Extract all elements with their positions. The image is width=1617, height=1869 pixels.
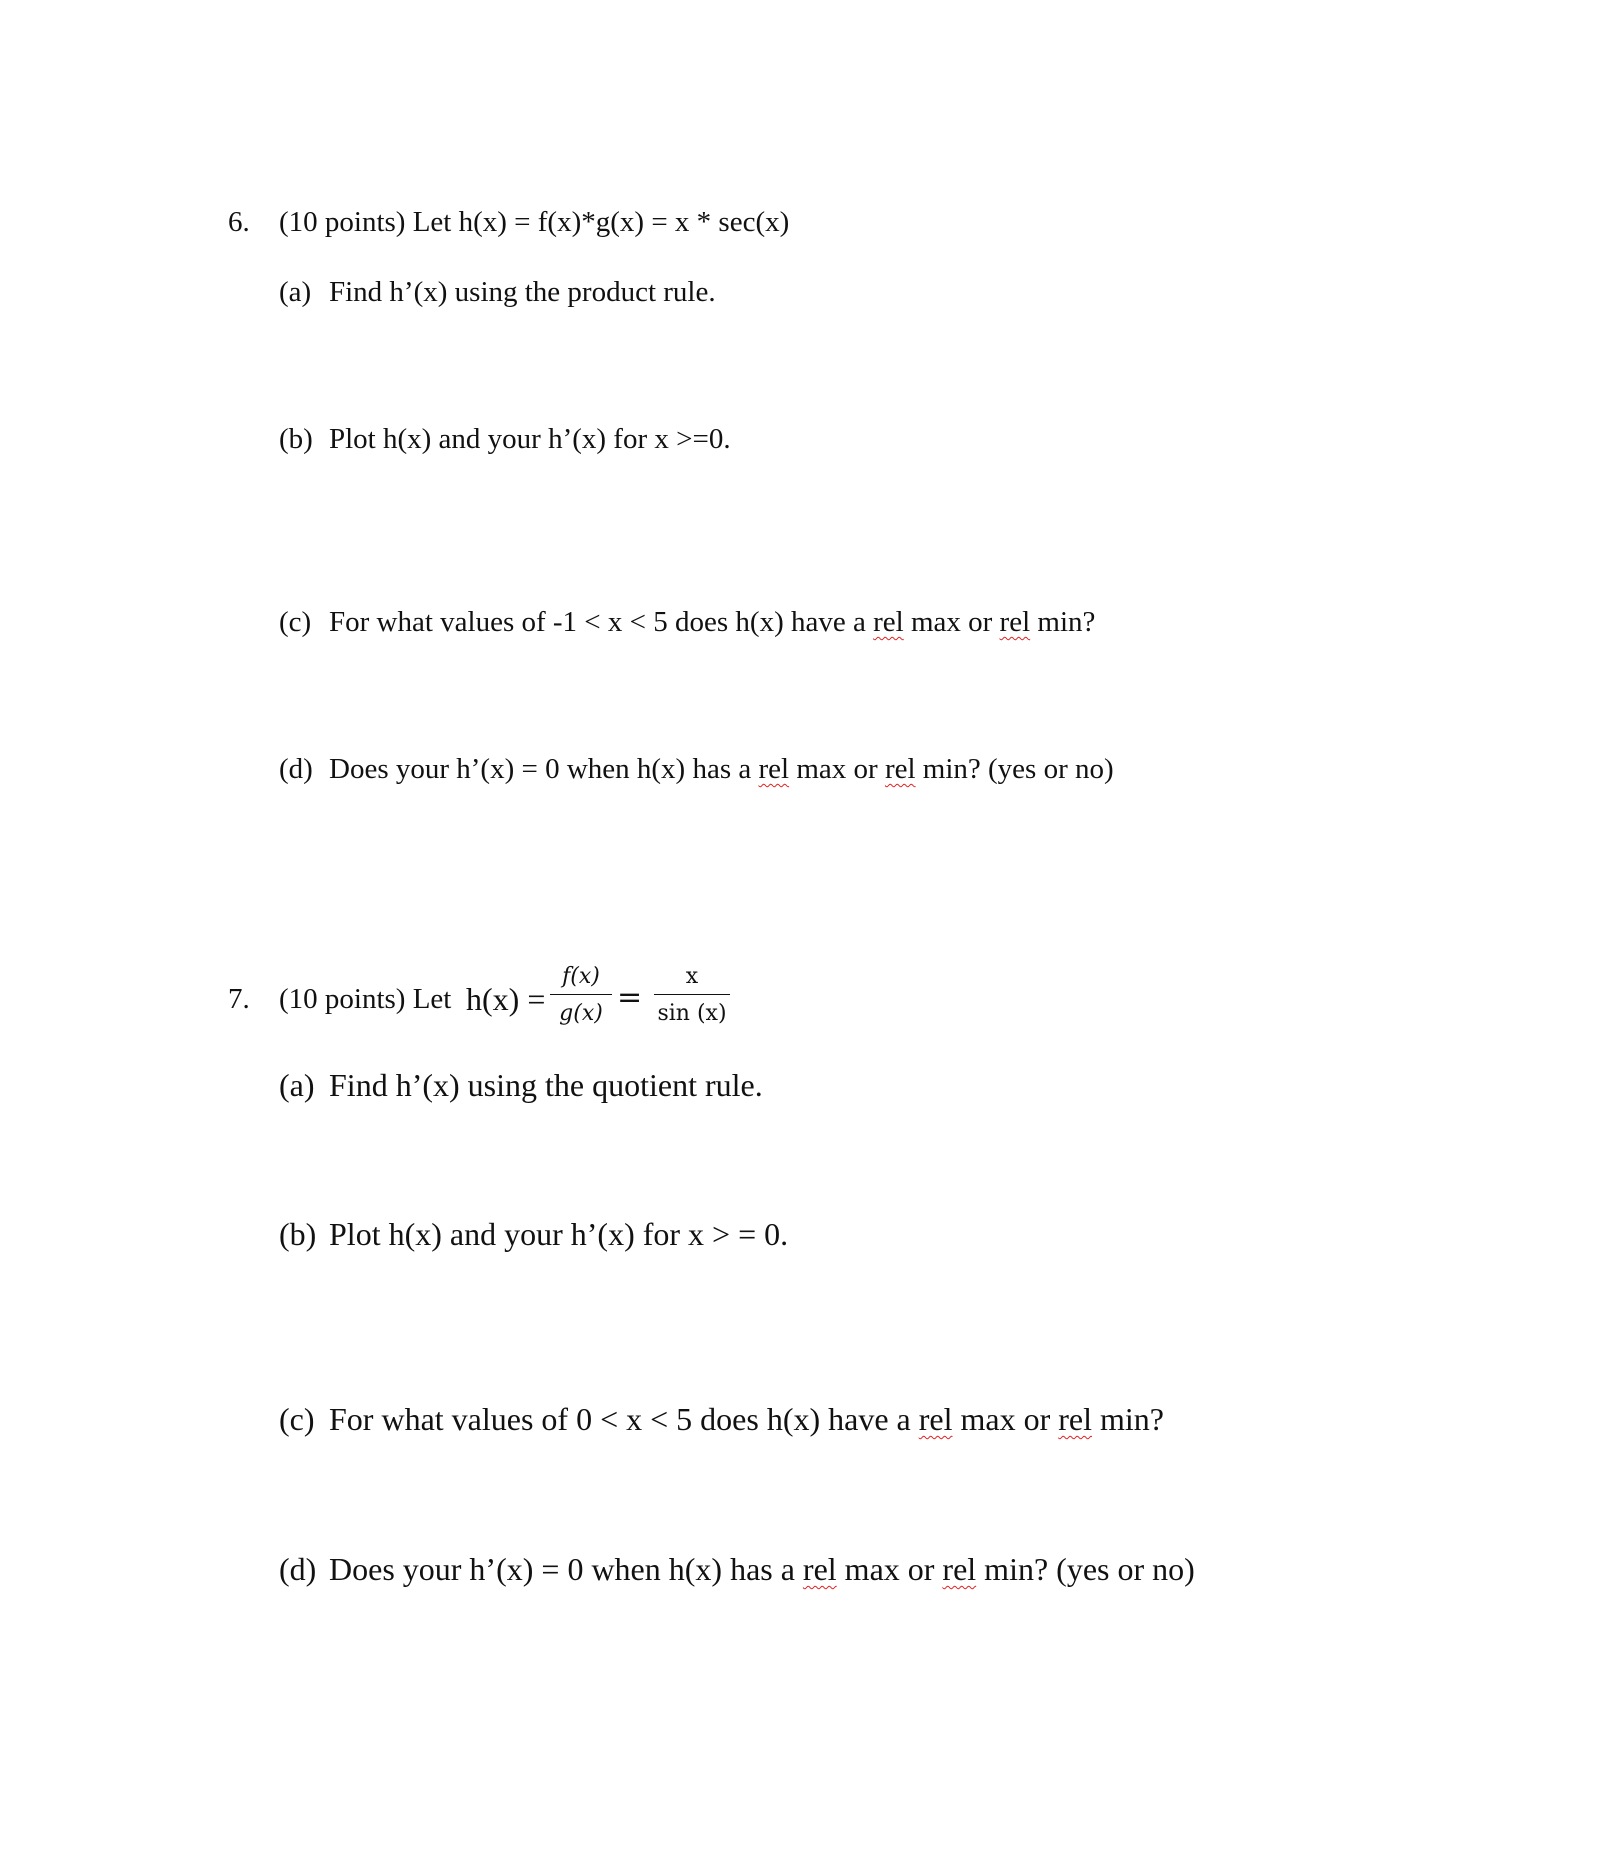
question-6d-mid: max or	[789, 753, 885, 785]
question-6-intro: (10 points) Let h(x) = f(x)*g(x) = x * sec(x)	[279, 206, 790, 238]
question-6c-label: (c)	[279, 606, 312, 638]
fraction-g-denominator: g(x)	[559, 1001, 603, 1026]
question-7d-rel-1: rel	[802, 1551, 837, 1587]
question-7d-mid: max or	[836, 1551, 943, 1587]
question-7c-rel-1: rel	[918, 1401, 953, 1437]
question-7d-post: min? (yes or no)	[976, 1551, 1195, 1587]
question-7-hx: h(x) =	[466, 981, 546, 1017]
fraction-sin-denominator: sin (x)	[657, 1001, 727, 1026]
question-7c-pre: For what values of 0 < x < 5 does h(x) have a	[329, 1401, 919, 1437]
question-6c-mid: max or	[903, 606, 1000, 638]
question-7d-text	[329, 1553, 1195, 1585]
question-7d-rel-2: rel	[942, 1551, 977, 1587]
question-7c-rel-2: rel	[1058, 1401, 1092, 1437]
fraction-x-numerator: x	[685, 964, 699, 989]
question-7b-label: (b)	[279, 1216, 317, 1252]
question-6a-label: (a)	[279, 276, 312, 308]
question-6c-rel-1: rel	[873, 606, 904, 638]
question-6c-rel-2: rel	[999, 606, 1031, 638]
question-7b-text: Plot h(x) and your h’(x) for x > = 0.	[329, 1216, 789, 1252]
question-7a-text: Find h’(x) using the quotient rule.	[329, 1067, 763, 1103]
question-6c-text	[329, 608, 1095, 637]
question-7a-label: (a)	[279, 1067, 315, 1103]
fraction-x-over-sin	[654, 966, 730, 1025]
question-7c-label: (c)	[279, 1401, 315, 1437]
question-6a-text: Find h’(x) using the product rule.	[329, 276, 716, 308]
question-6d-text	[329, 755, 1114, 784]
fraction-f-bar	[550, 994, 612, 995]
fraction-sin-bar	[654, 994, 730, 995]
question-6b-text: Plot h(x) and your h’(x) for x >=0.	[329, 423, 731, 455]
question-6-number: 6.	[228, 206, 250, 238]
question-6c-post: min?	[1030, 606, 1096, 638]
question-7-intro: (10 points) Let	[279, 983, 452, 1015]
fraction-f-over-g	[550, 966, 612, 1025]
fraction-f-numerator: f(x)	[562, 964, 600, 989]
equals-sign: =	[617, 980, 643, 1015]
question-6d-post: min? (yes or no)	[915, 753, 1114, 785]
question-7c-post: min?	[1091, 1401, 1164, 1437]
question-6d-rel-2: rel	[884, 753, 916, 785]
question-7d-label: (d)	[279, 1551, 317, 1587]
question-7d-pre: Does your h’(x) = 0 when h(x) has a	[329, 1551, 803, 1587]
question-6d-rel-1: rel	[758, 753, 790, 785]
question-6c-pre: For what values of -1 < x < 5 does h(x) have a	[329, 606, 874, 638]
question-7c-text	[329, 1403, 1164, 1435]
question-7c-mid: max or	[952, 1401, 1059, 1437]
question-6d-pre: Does your h’(x) = 0 when h(x) has a	[329, 753, 759, 785]
question-6b-label: (b)	[279, 423, 313, 455]
question-7-number: 7.	[228, 983, 250, 1015]
question-6d-label: (d)	[279, 753, 313, 785]
